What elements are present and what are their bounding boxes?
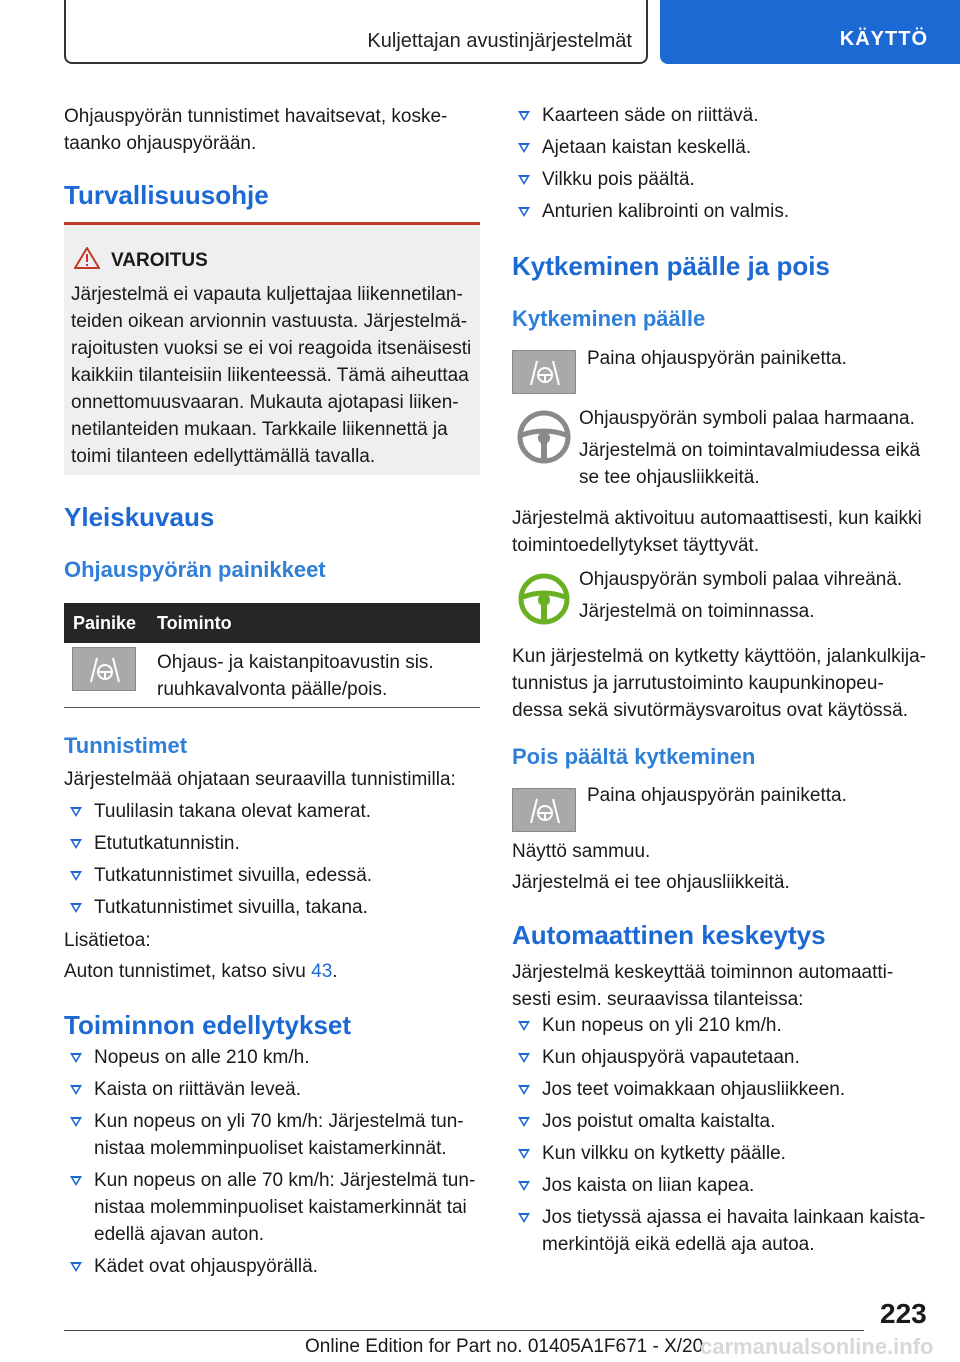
- list-item: Kun nopeus on alle 70 km/h: Järjestelmä tun- nistaa molemminpuoliset kaistamerkinnät tai edellä ajavan auton.: [64, 1167, 484, 1248]
- warning-triangle-icon: [74, 247, 100, 269]
- table-col-function: Toiminto: [157, 613, 232, 633]
- list-item: Kun nopeus on yli 210 km/h.: [512, 1012, 932, 1039]
- sensors-intro: Järjestelmää ohjataan seuraavilla tunnistimilla:: [64, 769, 456, 790]
- off-heading: Pois päältä kytkeminen: [512, 744, 756, 769]
- conditions-heading: Toiminnon edellytykset: [64, 1010, 352, 1040]
- list-item: Kaarteen säde on riittävä.: [512, 102, 932, 129]
- chapter-tab[interactable]: [660, 0, 960, 64]
- table-divider: [64, 707, 480, 708]
- display-off-text: Näyttö sammuu.: [512, 841, 651, 862]
- list-item: Jos poistut omalta kaistalta.: [512, 1108, 932, 1135]
- enabled-text: Kun järjestelmä on kytketty käyttöön, jalankulkija- tunnistus ja jarrutustoiminto kaupunkinopeu- dessa sekä sivutörmäysvaroitus ovat käytössä.: [512, 646, 926, 721]
- warning-title: VAROITUS: [111, 250, 208, 271]
- watermark: carmanualsonline.info: [700, 1334, 934, 1359]
- lane-assist-button-icon: [512, 788, 576, 832]
- warning-text: Järjestelmä ei vapauta kuljettajaa liikennetilan- teiden oikean arvionnin vastuusta. Järjestelmä- rajoitusten vuoksi se ei voi reagoida itsenäisesti kaikkiin tilanteisiin liikenteessä. Tämä aiheuttaa onnettomuusvaaran. Mukauta ajotapasi liiken- netilanteiden mukaan. Tarkkaile liikennettä ja toimi tilanteen edellyttämällä tavalla.: [71, 284, 472, 467]
- list-item: Kun ohjauspyörä vapautetaan.: [512, 1044, 932, 1071]
- table-row-function: Ohjaus- ja kaistanpitoavustin sis. ruuhkavalvonta päälle/pois.: [157, 652, 434, 700]
- press-button-text: Paina ohjauspyörän painiketta.: [587, 348, 847, 369]
- header-frame: [64, 0, 648, 64]
- safety-heading: Turvallisuusohje: [64, 180, 269, 210]
- list-item: Jos kaista on liian kapea.: [512, 1172, 932, 1199]
- lane-assist-button-icon: [512, 350, 576, 394]
- more-info-label: Lisätietoa:: [64, 930, 151, 951]
- buttons-heading: Ohjauspyörän painikkeet: [64, 557, 326, 582]
- page-number: 223: [880, 1298, 927, 1329]
- sensors-heading: Tunnistimet: [64, 733, 188, 758]
- switch-heading: Kytkeminen päälle ja pois: [512, 251, 830, 281]
- list-item: Ajetaan kaistan keskellä.: [512, 134, 932, 161]
- lane-assist-button-icon: [72, 647, 136, 691]
- active-text: Järjestelmä on toiminnassa.: [579, 601, 815, 622]
- interrupt-list: [512, 1012, 932, 1258]
- list-item: Tutkatunnistimet sivuilla, edessä.: [64, 862, 484, 889]
- page-link[interactable]: 43: [311, 961, 333, 982]
- requirements-list: [512, 102, 932, 225]
- interrupt-intro: Järjestelmä keskeyttää toiminnon automaatti- sesti esim. seuraavissa tilanteissa:: [512, 962, 894, 1010]
- section-title: Kuljettajan avustinjärjestelmät: [367, 30, 632, 52]
- list-item: Kun nopeus on yli 70 km/h: Järjestelmä tun- nistaa molemminpuoliset kaistamerkinnät.: [64, 1108, 484, 1162]
- steering-wheel-icon: [512, 570, 576, 628]
- list-item: Tutkatunnistimet sivuilla, takana.: [64, 894, 484, 921]
- list-item: Kaista on riittävän leveä.: [64, 1076, 484, 1103]
- on-heading: Kytkeminen päälle: [512, 306, 706, 331]
- standby-text: Järjestelmä on toimintavalmiudessa eikä se tee ohjausliikkeitä.: [579, 440, 921, 488]
- auto-interrupt-heading: Automaattinen keskeytys: [512, 920, 826, 950]
- overview-heading: Yleiskuvaus: [64, 502, 215, 532]
- green-symbol-text: Ohjauspyörän symboli palaa vihreänä.: [579, 569, 903, 590]
- sensors-list: [64, 798, 484, 921]
- intro-text: Ohjauspyörän tunnistimet havaitsevat, koske- taanko ohjauspyörään.: [64, 106, 448, 154]
- list-item: Anturien kalibrointi on valmis.: [512, 198, 932, 225]
- list-item: Nopeus on alle 210 km/h.: [64, 1044, 484, 1071]
- list-item: Jos teet voimakkaan ohjausliikkeen.: [512, 1076, 932, 1103]
- list-item: Tuulilasin takana olevat kamerat.: [64, 798, 484, 825]
- footer-rule: [64, 1330, 864, 1331]
- no-steering-text: Järjestelmä ei tee ohjausliikkeitä.: [512, 872, 790, 893]
- chapter-tab-label: KÄYTTÖ: [839, 28, 928, 50]
- edition-text: Online Edition for Part no. 01405A1F671 - X/20: [305, 1336, 704, 1357]
- warning-box: [64, 222, 480, 475]
- list-item: Kun vilkku on kytketty päälle.: [512, 1140, 932, 1167]
- table-col-button: Painike: [73, 613, 137, 633]
- conditions-list: [64, 1044, 484, 1280]
- list-item: Etututkatunnistin.: [64, 830, 484, 857]
- steering-wheel-icon: [512, 405, 576, 469]
- list-item: Jos tietyssä ajassa ei havaita lainkaan kaista- merkintöjä eikä edellä aja autoa.: [512, 1204, 932, 1258]
- table-header: [64, 603, 480, 643]
- press-button-off-text: Paina ohjauspyörän painiketta.: [587, 785, 847, 806]
- auto-activate-text: Järjestelmä aktivoituu automaattisesti, kun kaikki toimintoedellytykset täyttyvät.: [512, 508, 922, 556]
- grey-symbol-text: Ohjauspyörän symboli palaa harmaana.: [579, 408, 915, 429]
- list-item: Kädet ovat ohjauspyörällä.: [64, 1253, 484, 1280]
- list-item: Vilkku pois päältä.: [512, 166, 932, 193]
- reference-text: Auton tunnistimet, katso sivu 43.: [64, 961, 338, 982]
